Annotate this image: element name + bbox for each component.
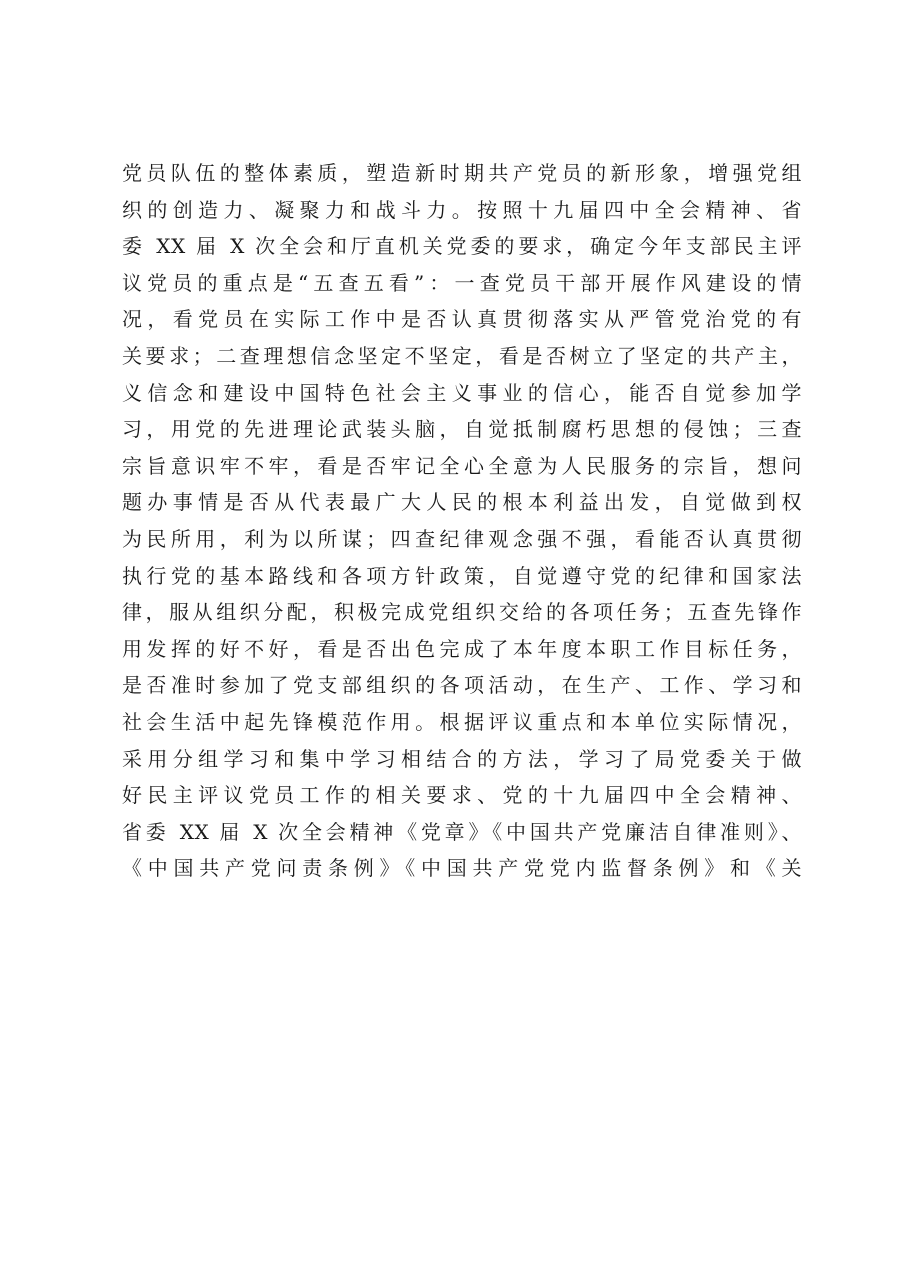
text-line-1: 党员队伍的整体素质，塑造新时期共产党员的新形象，增强党组	[122, 161, 802, 185]
text-line-2: 织的创造力、凝聚力和战斗力。按照十九届四中全会精神、省	[122, 197, 802, 222]
text-line-8: 习，用党的先进理论武装头脑，自觉抵制腐朽思想的侵蚀；三查	[122, 417, 802, 442]
document-body	[122, 155, 802, 887]
text-line-7: 义信念和建设中国特色社会主义事业的信心，能否自觉参加学	[122, 380, 802, 405]
text-line-4: 议党员的重点是“五查五看”：一查党员干部开展作风建设的情	[122, 270, 802, 295]
text-line-14: 用发挥的好不好，看是否出色完成了本年度本职工作目标任务，	[122, 636, 802, 661]
text-line-13: 律，服从组织分配，积极完成党组织交给的各项任务；五查先锋作	[122, 600, 802, 625]
text-line-10: 题办事情是否从代表最广大人民的根本利益出发，自觉做到权	[122, 490, 802, 515]
text-line-19: 省委 XX 届 X 次全会精神《党章》《中国共产党廉洁自律准则》、	[122, 819, 802, 844]
text-line-17: 采用分组学习和集中学习相结合的方法，学习了局党委关于做	[122, 746, 802, 771]
text-line-6: 关要求；二查理想信念坚定不坚定，看是否树立了坚定的共产主，	[122, 343, 802, 368]
text-line-15: 是否准时参加了党支部组织的各项活动，在生产、工作、学习和	[122, 673, 802, 698]
text-line-16: 社会生活中起先锋模范作用。根据评议重点和本单位实际情况，	[122, 709, 802, 734]
text-line-11: 为民所用，利为以所谋；四查纪律观念强不强，看能否认真贯彻	[122, 526, 802, 551]
text-line-18: 好民主评议党员工作的相关要求、党的十九届四中全会精神、	[122, 783, 802, 808]
text-line-9: 宗旨意识牢不牢，看是否牢记全心全意为人民服务的宗旨，想问	[122, 453, 802, 478]
text-line-3: 委 XX 届 X 次全会和厅直机关党委的要求，确定今年支部民主评	[122, 234, 802, 259]
text-line-12: 执行党的基本路线和各项方针政策，自觉遵守党的纪律和国家法	[122, 563, 802, 588]
text-line-20: 《中国共产党问责条例》《中国共产党党内监督条例》和《关	[122, 856, 802, 881]
text-line-5: 况，看党员在实际工作中是否认真贯彻落实从严管党治党的有	[122, 307, 802, 332]
